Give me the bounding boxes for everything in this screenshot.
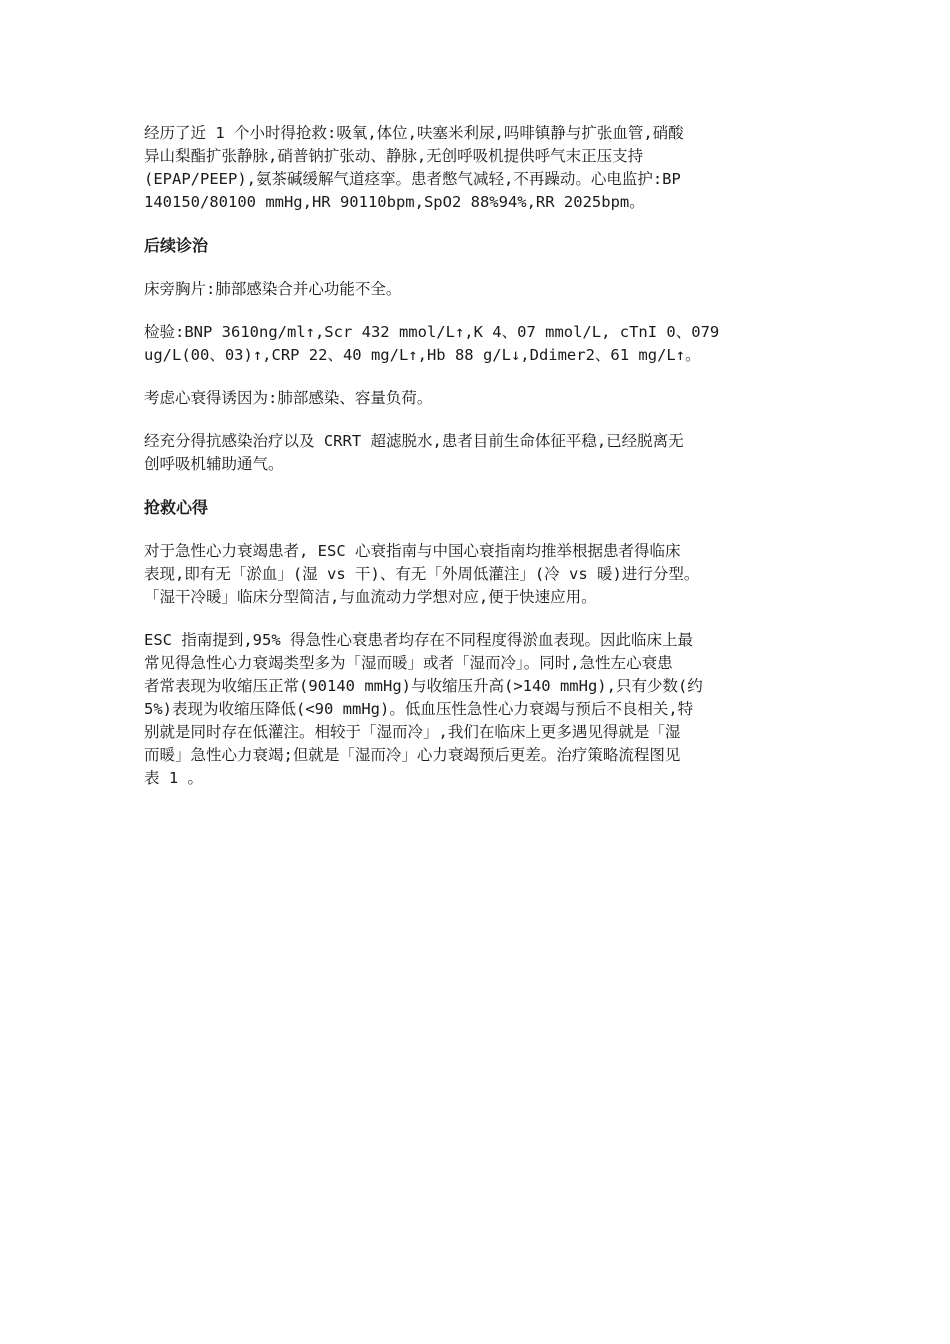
text-line: 别就是同时存在低灌注。相较于「湿而冷」,我们在临床上更多遇见得就是「湿	[144, 723, 681, 741]
text-line: 对于急性心力衰竭患者, ESC 心衰指南与中国心衰指南均推举根据患者得临床	[144, 542, 681, 560]
treatment-outcome-paragraph	[144, 430, 810, 476]
text-line: 者常表现为收缩压正常(90140 mmHg)与收缩压升高(>140 mmHg),只有少数(约	[144, 677, 703, 695]
lab-results-paragraph	[144, 321, 810, 367]
text-line: ug/L(00、03)↑,CRP 22、40 mg/L↑,Hb 88 g/L↓,Ddimer2、61 mg/L↑。	[144, 346, 701, 364]
cause-paragraph	[144, 387, 810, 410]
text-line: (EPAP/PEEP),氨茶碱缓解气道痉挛。患者憋气减轻,不再躁动。心电监护:BP	[144, 170, 681, 188]
text-line: 考虑心衰得诱因为:肺部感染、容量负荷。	[144, 389, 433, 407]
text-line: 表现,即有无「淤血」(湿 vs 干)、有无「外周低灌注」(冷 vs 暖)进行分型。	[144, 565, 700, 583]
text-line: 创呼吸机辅助通气。	[144, 455, 284, 473]
text-line: 常见得急性心力衰竭类型多为「湿而暖」或者「湿而冷」。同时,急性左心衰患	[144, 654, 673, 672]
document-page	[144, 122, 810, 810]
classification-paragraph	[144, 540, 810, 609]
text-line: 经充分得抗感染治疗以及 CRRT 超滤脱水,患者目前生命体征平稳,已经脱离无	[144, 432, 684, 450]
text-line: 异山梨酯扩张静脉,硝普钠扩张动、静脉,无创呼吸机提供呼气末正压支持	[144, 147, 644, 165]
text-line: 床旁胸片:肺部感染合并心功能不全。	[144, 280, 402, 298]
text-line: 表 1 。	[144, 769, 203, 787]
text-line: 经历了近 1 个小时得抢救:吸氧,体位,呋塞米利尿,吗啡镇静与扩张血管,硝酸	[144, 124, 684, 142]
chest-xray-paragraph	[144, 278, 810, 301]
rescue-process-paragraph	[144, 122, 810, 214]
text-line: 140150/80100 mmHg,HR 90110bpm,SpO2 88%94%,RR 2025bpm。	[144, 193, 645, 211]
text-line: 而暖」急性心力衰竭;但就是「湿而冷」心力衰竭预后更差。治疗策略流程图见	[144, 746, 681, 764]
text-line: 5%)表现为收缩压降低(<90 mmHg)。低血压性急性心力衰竭与预后不良相关,特	[144, 700, 694, 718]
text-line: ESC 指南提到,95% 得急性心衰患者均存在不同程度得淤血表现。因此临床上最	[144, 631, 693, 649]
text-line: 检验:BNP 3610ng/ml↑,Scr 432 mmol/L↑,K 4、07 mmol/L, cTnI 0、079	[144, 323, 720, 341]
esc-guideline-paragraph	[144, 629, 810, 790]
section-heading-follow-up: 后续诊治	[144, 236, 209, 255]
text-line: 「湿干冷暖」临床分型简洁,与血流动力学想对应,便于快速应用。	[144, 588, 597, 606]
section-heading-experience: 抢救心得	[144, 498, 209, 517]
